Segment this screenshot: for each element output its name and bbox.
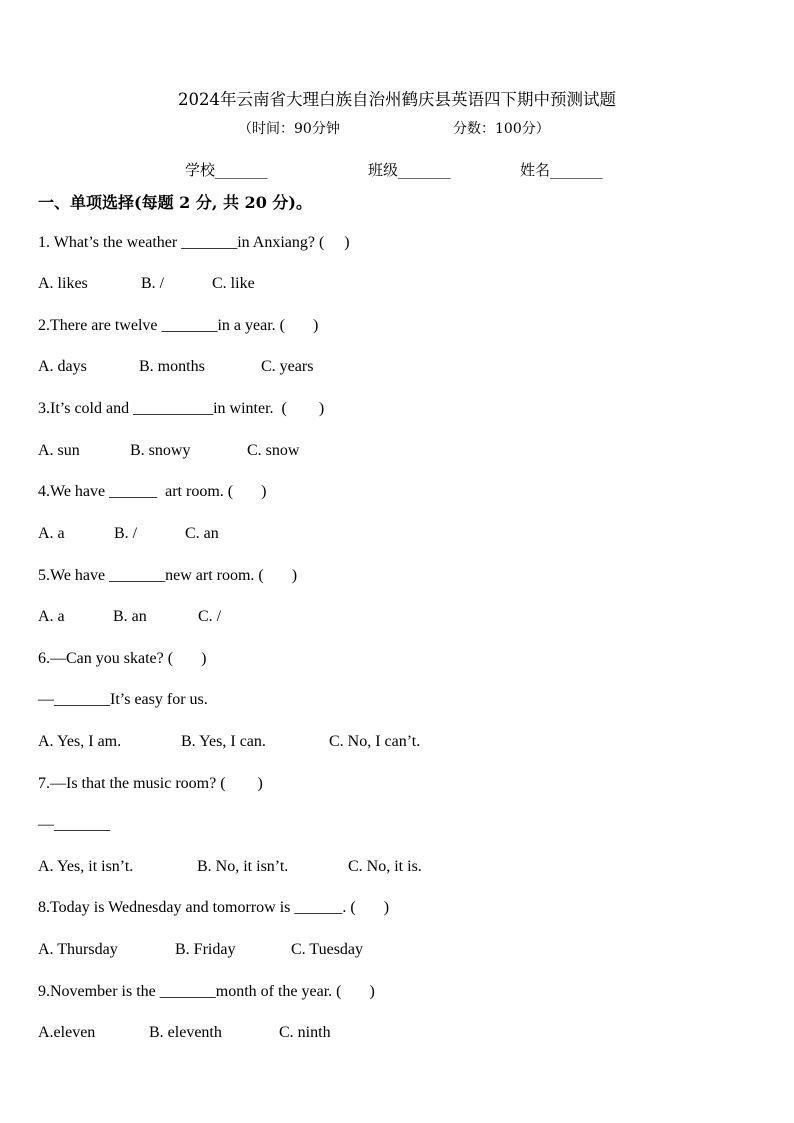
- question-stem: 2.There are twelve _______in a year. ( ): [38, 317, 319, 334]
- option-b[interactable]: B. Friday: [175, 941, 236, 958]
- option-a[interactable]: A. likes: [38, 275, 88, 292]
- class-field[interactable]: 班级_______: [368, 161, 451, 179]
- school-field[interactable]: 学校_______: [185, 161, 268, 179]
- question-stem: 4.We have ______ art room. ( ): [38, 483, 267, 500]
- question-reply: —_______It’s easy for us.: [38, 691, 208, 708]
- question-stem: 7.—Is that the music room? ( ): [38, 775, 263, 792]
- question-stem: 6.—Can you skate? ( ): [38, 650, 207, 667]
- option-c[interactable]: C. No, it is.: [348, 858, 422, 875]
- option-b[interactable]: B. Yes, I can.: [181, 733, 266, 750]
- option-a[interactable]: A. a: [38, 525, 65, 542]
- option-c[interactable]: C. ninth: [279, 1024, 331, 1041]
- name-field[interactable]: 姓名_______: [520, 161, 603, 179]
- option-b[interactable]: B. snowy: [130, 442, 191, 459]
- option-c[interactable]: C. an: [185, 525, 219, 542]
- option-b[interactable]: B. months: [139, 358, 205, 375]
- option-c[interactable]: C. like: [212, 275, 255, 292]
- option-a[interactable]: A.eleven: [38, 1024, 96, 1041]
- option-b[interactable]: B. an: [113, 608, 147, 625]
- option-c[interactable]: C. years: [261, 358, 314, 375]
- option-b[interactable]: B. /: [141, 275, 165, 292]
- section-heading: 一、单项选择(每题 2 分, 共 20 分)。: [38, 193, 312, 212]
- option-b[interactable]: B. eleventh: [149, 1024, 222, 1041]
- question-stem: 8.Today is Wednesday and tomorrow is ______. ( ): [38, 899, 390, 916]
- option-a[interactable]: A. days: [38, 358, 87, 375]
- option-a[interactable]: A. Thursday: [38, 941, 118, 958]
- question-reply: —_______: [38, 816, 110, 833]
- question-stem: 1. What’s the weather _______in Anxiang? ( ): [38, 234, 350, 251]
- exam-time: （时间：90分钟: [238, 121, 340, 137]
- option-b[interactable]: B. No, it isn’t.: [197, 858, 289, 875]
- question-stem: 5.We have _______new art room. ( ): [38, 567, 298, 584]
- question-stem: 9.November is the _______month of the year. ( ): [38, 983, 375, 1000]
- option-c[interactable]: C. Tuesday: [291, 941, 364, 958]
- option-c[interactable]: C. /: [198, 608, 222, 625]
- option-a[interactable]: A. a: [38, 608, 65, 625]
- option-c[interactable]: C. snow: [247, 442, 300, 459]
- question-stem: 3.It’s cold and __________in winter. ( ): [38, 400, 325, 417]
- option-a[interactable]: A. sun: [38, 442, 80, 459]
- option-b[interactable]: B. /: [114, 525, 138, 542]
- page-title: 2024年云南省大理白族自治州鹤庆县英语四下期中预测试题: [178, 90, 616, 109]
- option-a[interactable]: A. Yes, I am.: [38, 733, 122, 750]
- option-a[interactable]: A. Yes, it isn’t.: [38, 858, 134, 875]
- exam-score: 分数：100分）: [453, 121, 550, 137]
- option-c[interactable]: C. No, I can’t.: [329, 733, 421, 750]
